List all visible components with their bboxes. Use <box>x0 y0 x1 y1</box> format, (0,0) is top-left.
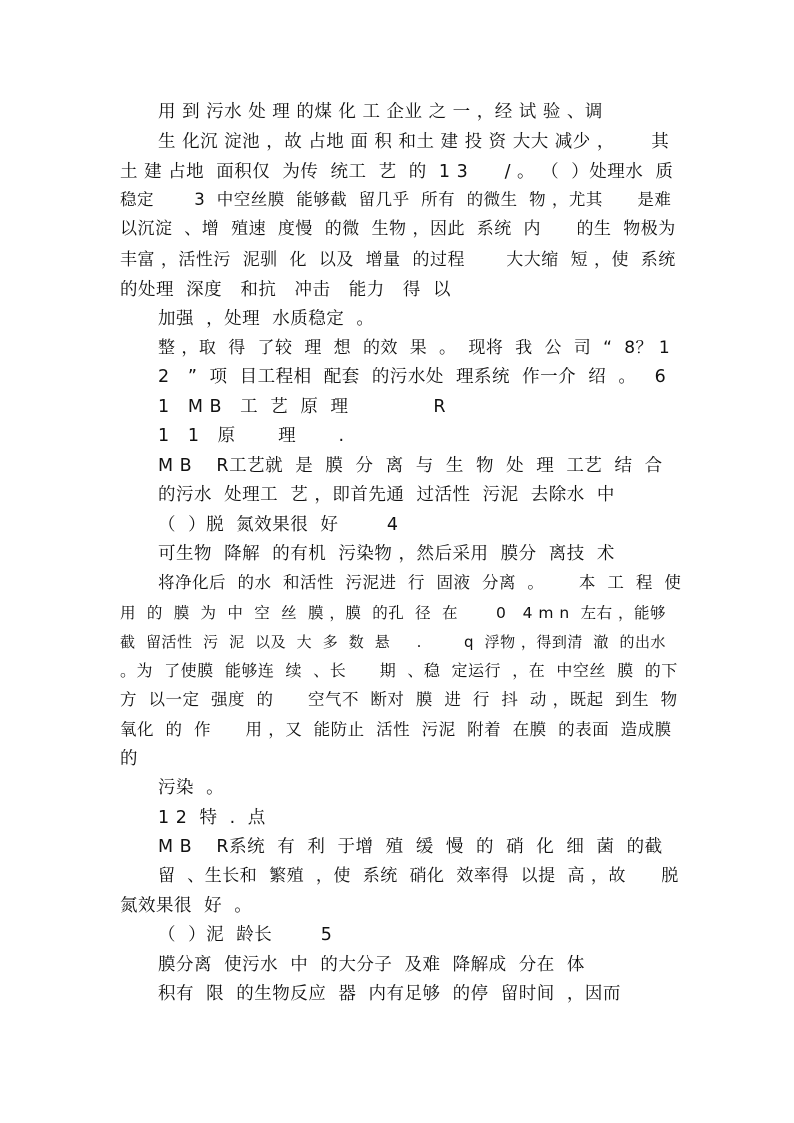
text-line: （ ）泥 龄长 5 <box>158 925 333 945</box>
text-line: 方 以一定 强度 的 空气不 断对 膜 进 行 抖 动 ，既起 到生 物 <box>120 690 678 709</box>
text-line: 。为 了使膜 能够连 续 、长 期 、稳 定运行 ，在 中空丝 膜 的下 <box>120 661 678 680</box>
text-line: 留 、生长和 繁殖 ，使 系统 硝化 效率得 以提 高 ，故 脱 <box>158 866 679 886</box>
text-line: 的 <box>120 749 138 769</box>
text-line: 土 建 占地 面积仅 为传 统工 艺 的 1 3 / 。 （ ）处理水 质 <box>120 162 674 182</box>
text-line: 2 ” 项 目工程相 配套 的污水处 理系统 作一介 绍 。 6 <box>158 367 667 387</box>
text-line: 加强 ，处理 水质稳定 。 <box>158 309 375 329</box>
text-line: 用 的 膜 为 中 空 丝 膜 ，膜 的孔 径 在 0 4 m n 左右 ，能够 <box>120 604 667 622</box>
text-line: 膜分离 使污水 中 的大分子 及难 降解成 分在 体 <box>158 955 585 975</box>
text-line: 污染 。 <box>158 778 225 798</box>
text-line: 的处理 深度 和抗 冲击 能力 得 以 <box>120 280 452 300</box>
text-line: 生 化沉 淀池 ，故 占地 面 积 和土 建 投 资 大大 减少 ， 其 <box>158 132 670 152</box>
text-line: 以沉淀 、增 殖速 度慢 的微 生物 ，因此 系统 内 的生 物极为 <box>120 219 676 239</box>
text-line: 整 ，取 得 了较 理 想 的效 果 。 现将 我 公 司 “ 8？ 1 <box>158 338 671 358</box>
text-line: 截 留活性 污 泥 以及 大 多 数 悬 . q 浮物 ，得到清 澈 的出水 <box>120 633 666 651</box>
text-line: 氧化 的 作 用 ，又 能防止 活性 污泥 附着 在膜 的表面 造成膜 <box>120 720 672 739</box>
text-line: 1 M B 工 艺 原 理 R <box>158 397 447 417</box>
text-line: 的污水 处理工 艺 ，即首先通 过活性 污泥 去除水 中 <box>158 485 615 505</box>
text-line: 1 1 原 理 . <box>158 426 345 446</box>
text-line: 丰富 ，活性污 泥驯 化 以及 增量 的过程 大大缩 短 ，使 系统 <box>120 250 676 270</box>
text-line: M B R系统 有 利 于增 殖 缓 慢 的 硝 化 细 菌 的截 <box>158 837 663 857</box>
text-line: 稳定 3 中空丝膜 能够截 留几乎 所有 的微生 物 ，尤其 是难 <box>120 190 672 209</box>
text-line: 可生物 降解 的有机 污染物 ，然后采用 膜分 离技 术 <box>158 544 615 564</box>
text-line: 用 到 污水 处 理 的煤 化 工 企业 之 一 ，经 试 验 、调 <box>158 102 603 122</box>
text-line: （ ）脱 氮效果很 好 4 <box>158 515 399 535</box>
text-line: 将净化后 的水 和活性 污泥进 行 固液 分离 。 本 工 程 使 <box>158 573 682 592</box>
text-line: 1 2 特 . 点 <box>158 808 266 828</box>
text-line: 氮效果很 好 。 <box>120 896 253 916</box>
text-line: 积有 限 的生物反应 器 内有足够 的停 留时间 ，因而 <box>158 984 621 1004</box>
text-line: M B R工艺就 是 膜 分 离 与 生 物 处 理 工艺 结 合 <box>158 456 663 476</box>
